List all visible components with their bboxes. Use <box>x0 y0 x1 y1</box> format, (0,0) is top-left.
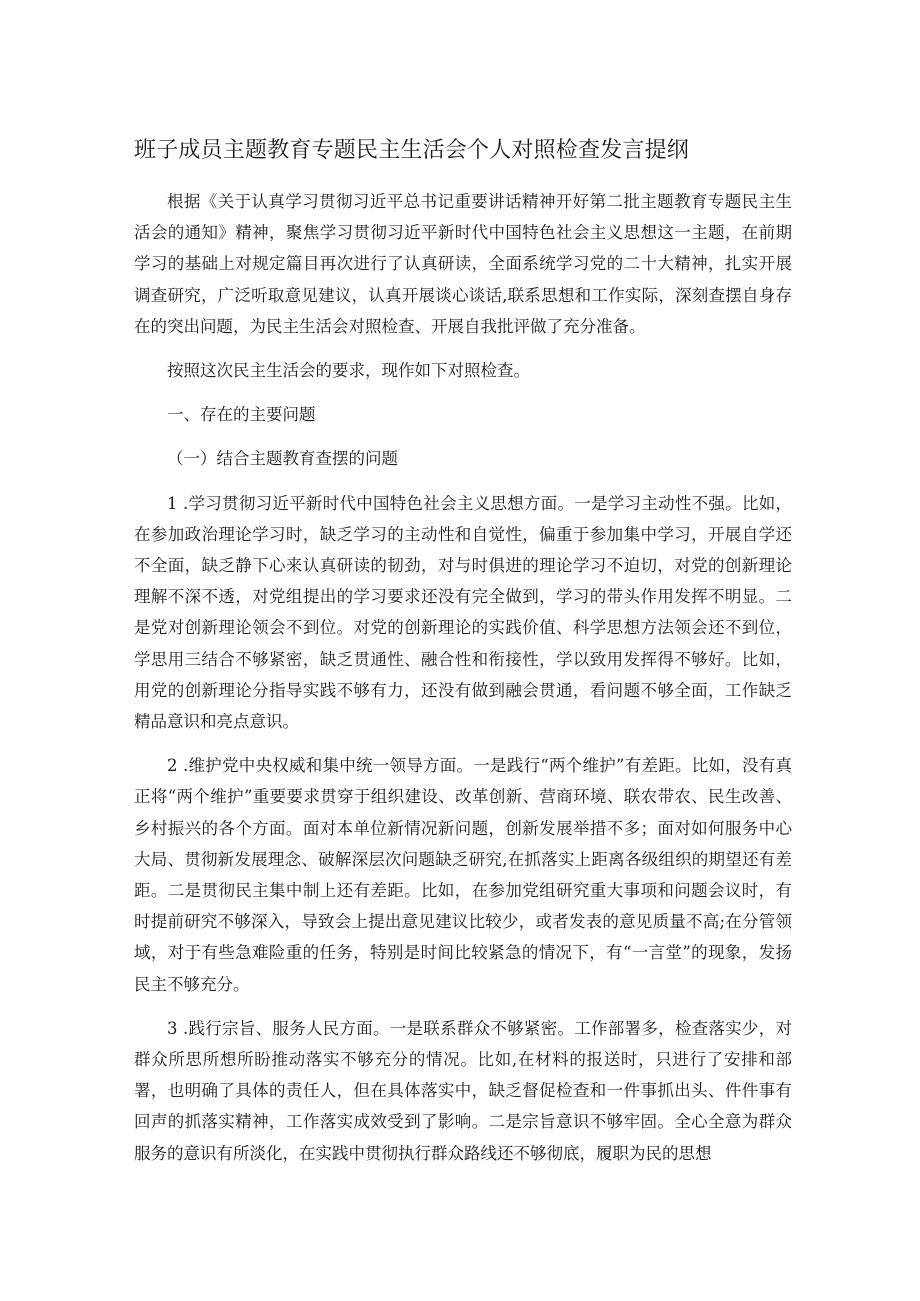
section-heading-main-problems: 一、存在的主要问题 <box>167 405 316 425</box>
subsection-heading-theme-education: （一）结合主题教育查摆的问题 <box>167 449 398 469</box>
document-body <box>134 186 792 1182</box>
paragraph-check-statement: 按照这次民主生活会的要求，现作如下对照检查。 <box>167 361 530 381</box>
paragraph-item-1: 1 .学习贯彻习近平新时代中国特色社会主义思想方面。一是学习主动性不强。比如，在参加政治理论学习时，缺乏学习的主动性和自觉性，偏重于参加集中学习，开展自学还不全面，缺乏静下心来认真研读的韧劲，对与时俱进的理论学习不迫切，对党的创新理论理解不深不透，对党组提出的学习要求还没有完全做到，学习的带头作用发挥不明显。二是党对创新理论领会不到位。对党的创新理论的实践价值、科学思想方法领会还不到位，学思用三结合不够紧密，缺乏贯通性、融合性和衔接性，学以致用发挥得不够好。比如，用党的创新理论分指导实践不够有力，还没有做到融会贯通，看问题不够全面，工作缺乏精品意识和亮点意识。 <box>134 493 792 732</box>
paragraph-item-3: 3 .践行宗旨、服务人民方面。一是联系群众不够紧密。工作部署多，检查落实少，对群众所思所想所盼推动落实不够充分的情况。比如,在材料的报送时，只进行了安排和部署，也明确了具体的责任人，但在具体落实中，缺乏督促检查和一件事抓出头、件件事有回声的抓落实精神，工作落实成效受到了影响。二是宗旨意识不够牢固。全心全意为群众服务的意识有所淡化，在实践中贯彻执行群众路线还不够彻底，履职为民的思想 <box>134 1018 792 1163</box>
paragraph-intro: 根据《关于认真学习贯彻习近平总书记重要讲话精神开好第二批主题教育专题民主生活会的通知》精神，聚焦学习贯彻习近平新时代中国特色社会主义思想这一主题，在前期学习的基础上对规定篇目再次进行了认真研读，全面系统学习党的二十大精神，扎实开展调查研究，广泛听取意见建议，认真开展谈心谈话,联系思想和工作实际，深刻查摆自身存在的突出问题，为民主生活会对照检查、开展自我批评做了充分准备。 <box>134 192 792 336</box>
document-title: 班子成员主题教育专题民主生活会个人对照检查发言提纲 <box>134 138 690 163</box>
paragraph-item-2: 2 .维护党中央权威和集中统一领导方面。一是践行“两个维护”有差距。比如，没有真正将“两个维护”重要要求贯穿于组织建设、改革创新、营商环境、联农带农、民生改善、乡村振兴的各个方面。面对本单位新情况新问题，创新发展举措不多；面对如何服务中心大局、贯彻新发展理念、破解深层次问题缺乏研究,在抓落实上距离各级组织的期望还有差距。二是贯彻民主集中制上还有差距。比如，在参加党组研究重大事项和问题会议时，有时提前研究不够深入，导致会上提出意见建议比较少，或者发表的意见质量不高;在分管领域，对于有些急难险重的任务，特别是时间比较紧急的情况下，有“一言堂”的现象，发扬民主不够充分。 <box>134 756 792 994</box>
